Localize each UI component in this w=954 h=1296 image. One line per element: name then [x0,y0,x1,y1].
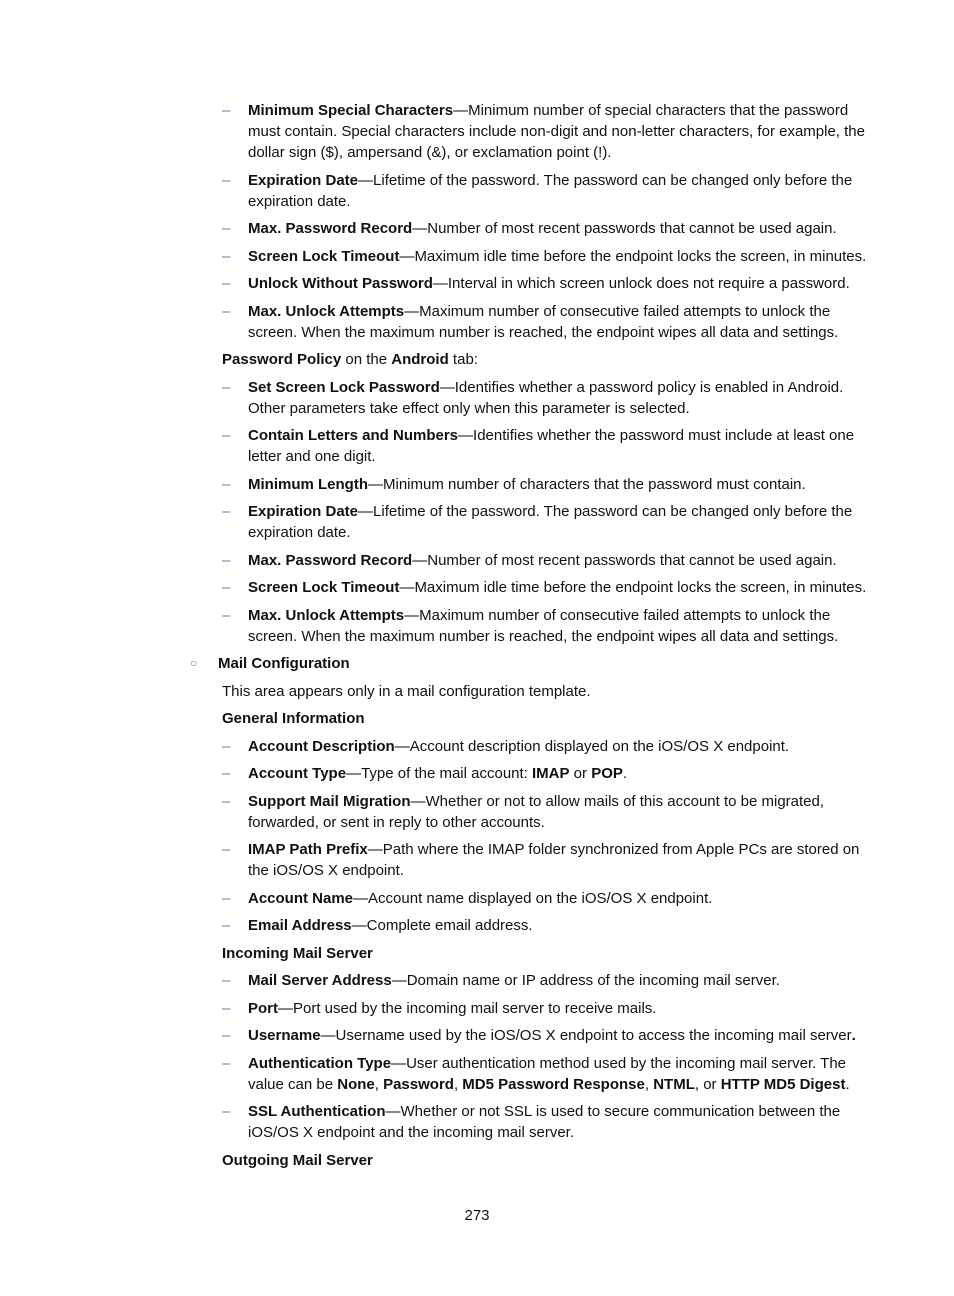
item-punct: . [851,1027,856,1044]
item-desc: —Interval in which screen unlock does not require a password. [432,275,850,292]
item-term: IMAP Path Prefix [248,841,368,858]
item-value: HTTP MD5 Digest [720,1075,846,1093]
item-term: Account Description [248,737,395,755]
list-item [0,377,868,419]
heading-text: tab: [448,351,478,368]
heading-text: on the [341,351,392,368]
separator: . [845,1075,850,1093]
separator: , [644,1075,654,1093]
list-item [0,218,868,239]
circle-bullet-icon: ○ [190,656,198,670]
list-item [0,246,868,267]
dash-bullet: – [222,102,231,119]
item-value: MD5 Password Response [462,1075,645,1093]
item-desc: —Username used by the iOS/OS X endpoint to access the incoming mail server [320,1027,852,1044]
dash-bullet: – [222,841,231,858]
item-term: Support Mail Migration [248,792,411,810]
item-desc: —Account description displayed on the iOS/OS X endpoint. [394,737,790,755]
page-number: 273 [464,1207,490,1224]
item-value: None [337,1075,375,1093]
subsection-title: Outgoing Mail Server [222,1151,373,1169]
separator: , [453,1075,463,1093]
item-desc: —Identifies whether a password policy is enabled in Android. Other parameters take effect only when this parameter is selected. [248,378,844,417]
ios-password-policy-list [0,100,954,343]
list-item [0,736,868,757]
separator: , or [694,1075,721,1093]
item-term: Port [248,999,278,1017]
list-item [0,550,868,571]
item-desc: —Domain name or IP address of the incoming mail server. [391,972,780,989]
item-desc: —Lifetime of the password. The password can be changed only before the expiration date. [248,171,853,210]
list-item [0,273,868,294]
item-desc: —Type of the mail account: [346,765,533,782]
dash-bullet: – [222,247,231,265]
item-desc: —Minimum number of special characters that the password must contain. Special characters include non-digit and non-letter characters, for example, the dollar sign ($), ampersand (&), or exclamation point (!). [248,102,865,161]
item-desc: —Whether or not SSL is used to secure communication between the iOS/OS X endpoint and the incoming mail server. [248,1103,841,1141]
list-item [0,170,868,212]
incoming-mail-server-list [0,970,954,1143]
item-term: Expiration Date [248,503,359,520]
section-title: Mail Configuration [218,655,350,672]
list-item [0,1025,868,1046]
list-item [0,577,868,598]
list-item [0,1101,868,1143]
item-term: Email Address [248,917,352,934]
dash-bullet: – [222,1103,231,1120]
outgoing-mail-server-heading [0,1150,868,1171]
item-value: IMAP [532,765,570,782]
list-item [0,474,868,495]
item-desc: —Whether or not to allow mails of this account to be migrated, forwarded, or sent in reply to other accounts. [248,792,825,831]
item-term: Screen Lock Timeout [248,247,400,265]
dash-bullet: – [222,378,231,396]
item-value: POP [591,765,623,782]
general-information-list [0,736,954,937]
item-term: Expiration Date [248,171,359,189]
item-desc: . [622,765,628,782]
item-desc: —Maximum idle time before the endpoint locks the screen, in minutes. [399,247,867,265]
item-desc: —Identifies whether the password must include at least one letter and one digit. [248,427,855,465]
dash-bullet: – [222,765,231,782]
document-body [0,100,954,1177]
item-term: Max. Unlock Attempts [248,606,405,624]
item-term: Authentication Type [248,1054,392,1072]
subsection-title: Incoming Mail Server [222,944,373,962]
item-desc: —Port used by the incoming mail server to receive mails. [278,999,657,1017]
item-term: Screen Lock Timeout [248,579,400,596]
item-desc: —Complete email address. [351,917,533,934]
android-policy-heading [0,349,868,370]
separator: , [374,1075,384,1093]
item-desc: —Path where the IMAP folder synchronized from Apple PCs are stored on the iOS/OS X endpoint. [248,841,860,879]
subsection-title: General Information [222,710,365,727]
general-information-heading [0,708,868,729]
item-term: Account Type [248,765,347,782]
android-password-policy-list [0,377,954,647]
item-term: Minimum Special Characters [248,102,454,119]
item-value: Password [383,1075,454,1093]
list-item [0,1053,868,1095]
dash-bullet: – [222,917,231,934]
item-desc: or [569,765,592,782]
item-desc: —User authentication method used by the incoming mail server. The value can be [248,1054,847,1093]
dash-bullet: – [222,503,231,520]
dash-bullet: – [222,220,231,237]
dash-bullet: – [222,606,231,624]
mail-config-intro: This area appears only in a mail configuration template. [222,682,591,700]
list-item [0,915,868,936]
dash-bullet: – [222,427,231,444]
item-term: Max. Password Record [248,551,413,569]
item-value: NTML [653,1075,695,1093]
list-item [0,970,868,991]
item-term: Minimum Length [248,475,368,493]
item-desc: —Account name displayed on the iOS/OS X endpoint. [353,889,713,907]
item-term: SSL Authentication [248,1103,386,1120]
list-item [0,605,868,647]
list-item [0,100,868,163]
item-term: Contain Letters and Numbers [248,427,459,444]
dash-bullet: – [222,475,231,493]
item-term: Max. Password Record [248,220,413,237]
item-desc: —Maximum idle time before the endpoint locks the screen, in minutes. [399,579,867,596]
dash-bullet: – [222,1027,231,1044]
item-term: Unlock Without Password [248,275,433,292]
list-item [0,839,868,881]
item-desc: —Lifetime of the password. The password can be changed only before the expiration date. [248,503,853,541]
list-item [0,501,868,543]
item-desc: —Number of most recent passwords that cannot be used again. [412,551,837,569]
heading-tab-name: Android [391,351,449,368]
dash-bullet: – [222,302,231,320]
dash-bullet: – [222,792,231,810]
dash-bullet: – [222,1054,231,1072]
incoming-mail-server-heading [0,943,868,964]
dash-bullet: – [222,999,231,1017]
item-term: Max. Unlock Attempts [248,302,405,320]
item-term: Mail Server Address [248,972,392,989]
item-desc: —Maximum number of consecutive failed attempts to unlock the screen. When the maximum number is reached, the endpoint wipes all data and settings. [248,606,839,645]
dash-bullet: – [222,737,231,755]
dash-bullet: – [222,889,231,907]
heading-term: Password Policy [222,351,342,368]
dash-bullet: – [222,579,231,596]
list-item [0,998,868,1019]
dash-bullet: – [222,171,231,189]
item-desc: —Minimum number of characters that the password must contain. [368,475,806,493]
item-desc: —Maximum number of consecutive failed attempts to unlock the screen. When the maximum number is reached, the endpoint wipes all data and settings. [248,302,839,341]
list-item [0,425,868,467]
dash-bullet: – [222,972,231,989]
list-item [0,763,868,784]
list-item [0,301,868,343]
item-term: Account Name [248,889,354,907]
item-term: Set Screen Lock Password [248,378,440,396]
dash-bullet: – [222,551,231,569]
item-term: Username [248,1027,321,1044]
dash-bullet: – [222,275,231,292]
item-desc: —Number of most recent passwords that cannot be used again. [412,220,837,237]
mail-configuration-heading [0,653,954,674]
list-item [0,791,868,833]
list-item [0,888,868,909]
